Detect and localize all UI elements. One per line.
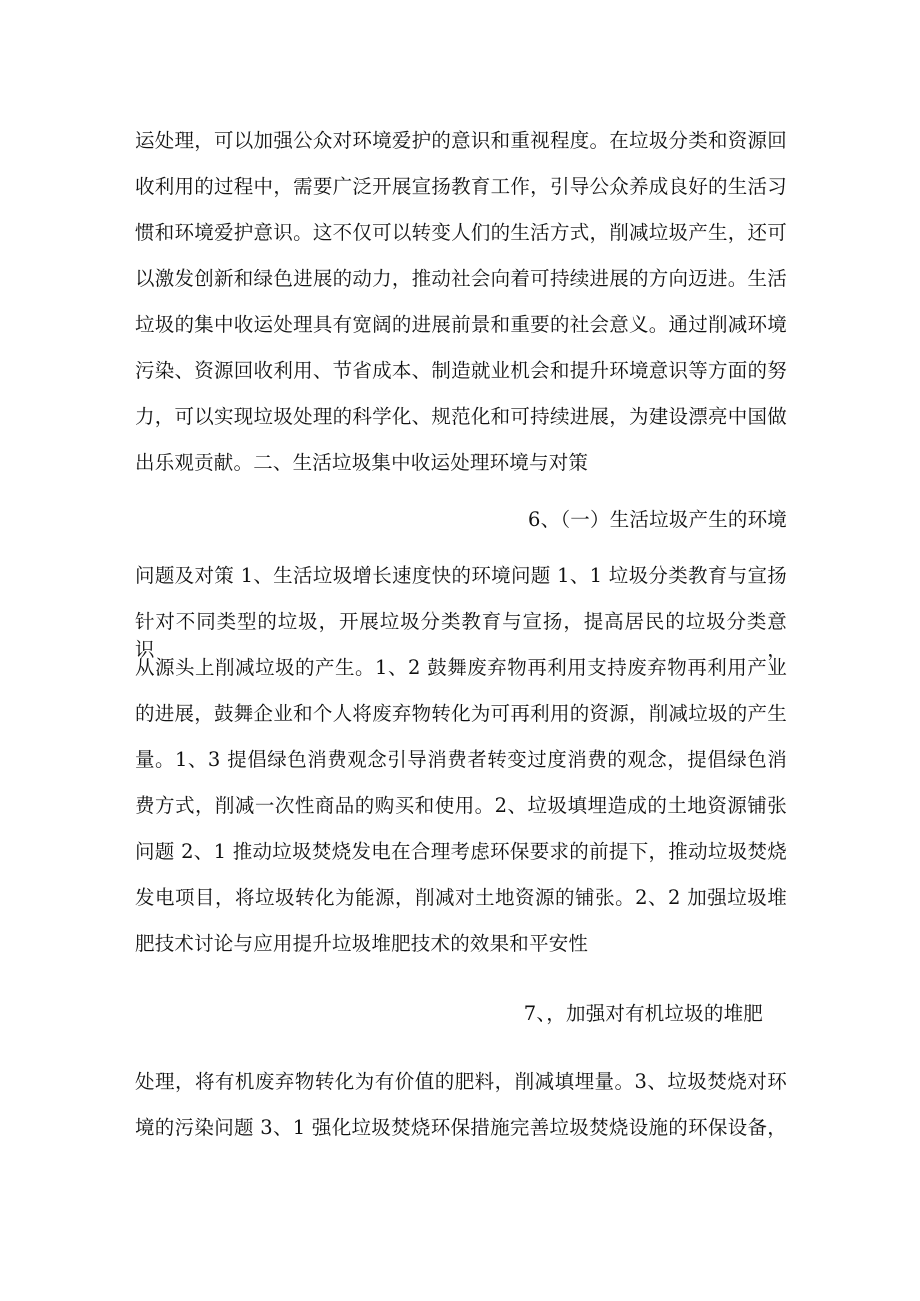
paragraph-line: 量。1、3 提倡绿色消费观念引导消费者转变过度消费的观念，提倡绿色消 xyxy=(135,748,787,771)
section-heading-6: 6、（一）生活垃圾产生的环境 xyxy=(528,508,787,531)
paragraph-line: 力，可以实现垃圾处理的科学化、规范化和可持续进展，为建设漂亮中国做 xyxy=(135,405,787,428)
paragraph-line: 的进展，鼓舞企业和个人将废弃物转化为可再利用的资源，削减垃圾的产生 xyxy=(135,702,787,725)
paragraph-line: 费方式，削减一次性商品的购买和使用。2、垃圾填埋造成的土地资源铺张 xyxy=(135,794,787,817)
paragraph-line: 发电项目，将垃圾转化为能源，削减对土地资源的铺张。2、2 加强垃圾堆 xyxy=(135,886,787,909)
paragraph-line: 垃圾的集中收运处理具有宽阔的进展前景和重要的社会意义。通过削减环境 xyxy=(135,313,787,336)
paragraph-line: 境的污染问题 3、1 强化垃圾焚烧环保措施完善垃圾焚烧设施的环保设备， xyxy=(135,1116,787,1139)
paragraph-line: 肥技术讨论与应用提升垃圾堆肥技术的效果和平安性 xyxy=(135,932,589,955)
section-heading-7: 7、，加强对有机垃圾的堆肥 xyxy=(523,1002,763,1025)
paragraph-line: 出乐观贡献。二、生活垃圾集中收运处理环境与对策 xyxy=(135,451,589,474)
paragraph-line: 从源头上削减垃圾的产生。1、2 鼓舞废弃物再利用支持废弃物再利用产业 xyxy=(135,656,787,679)
paragraph-line: 惯和环境爱护意识。这不仅可以转变人们的生活方式，削减垃圾产生，还可 xyxy=(135,221,787,244)
paragraph-line: 收利用的过程中，需要广泛开展宣扬教育工作，引导公众养成良好的生活习 xyxy=(135,175,787,198)
paragraph-line: 以激发创新和绿色进展的动力，推动社会向着可持续进展的方向迈进。生活 xyxy=(135,267,787,290)
paragraph-line: 污染、资源回收利用、节省成本、制造就业机会和提升环境意识等方面的努 xyxy=(135,359,787,382)
paragraph-line: 问题及对策 1、生活垃圾增长速度快的环境问题 1、1 垃圾分类教育与宣扬 xyxy=(135,564,787,587)
paragraph-line: 处理，将有机废弃物转化为有价值的肥料，削减填埋量。3、垃圾焚烧对环 xyxy=(135,1070,787,1093)
paragraph-line: 运处理，可以加强公众对环境爱护的意识和重视程度。在垃圾分类和资源回 xyxy=(135,129,787,152)
paragraph-line: 问题 2、1 推动垃圾焚烧发电在合理考虑环保要求的前提下，推动垃圾焚烧 xyxy=(135,840,787,863)
paragraph-line: 针对不同类型的垃圾，开展垃圾分类教育与宣扬，提高居民的垃圾分类意识， xyxy=(135,610,787,661)
